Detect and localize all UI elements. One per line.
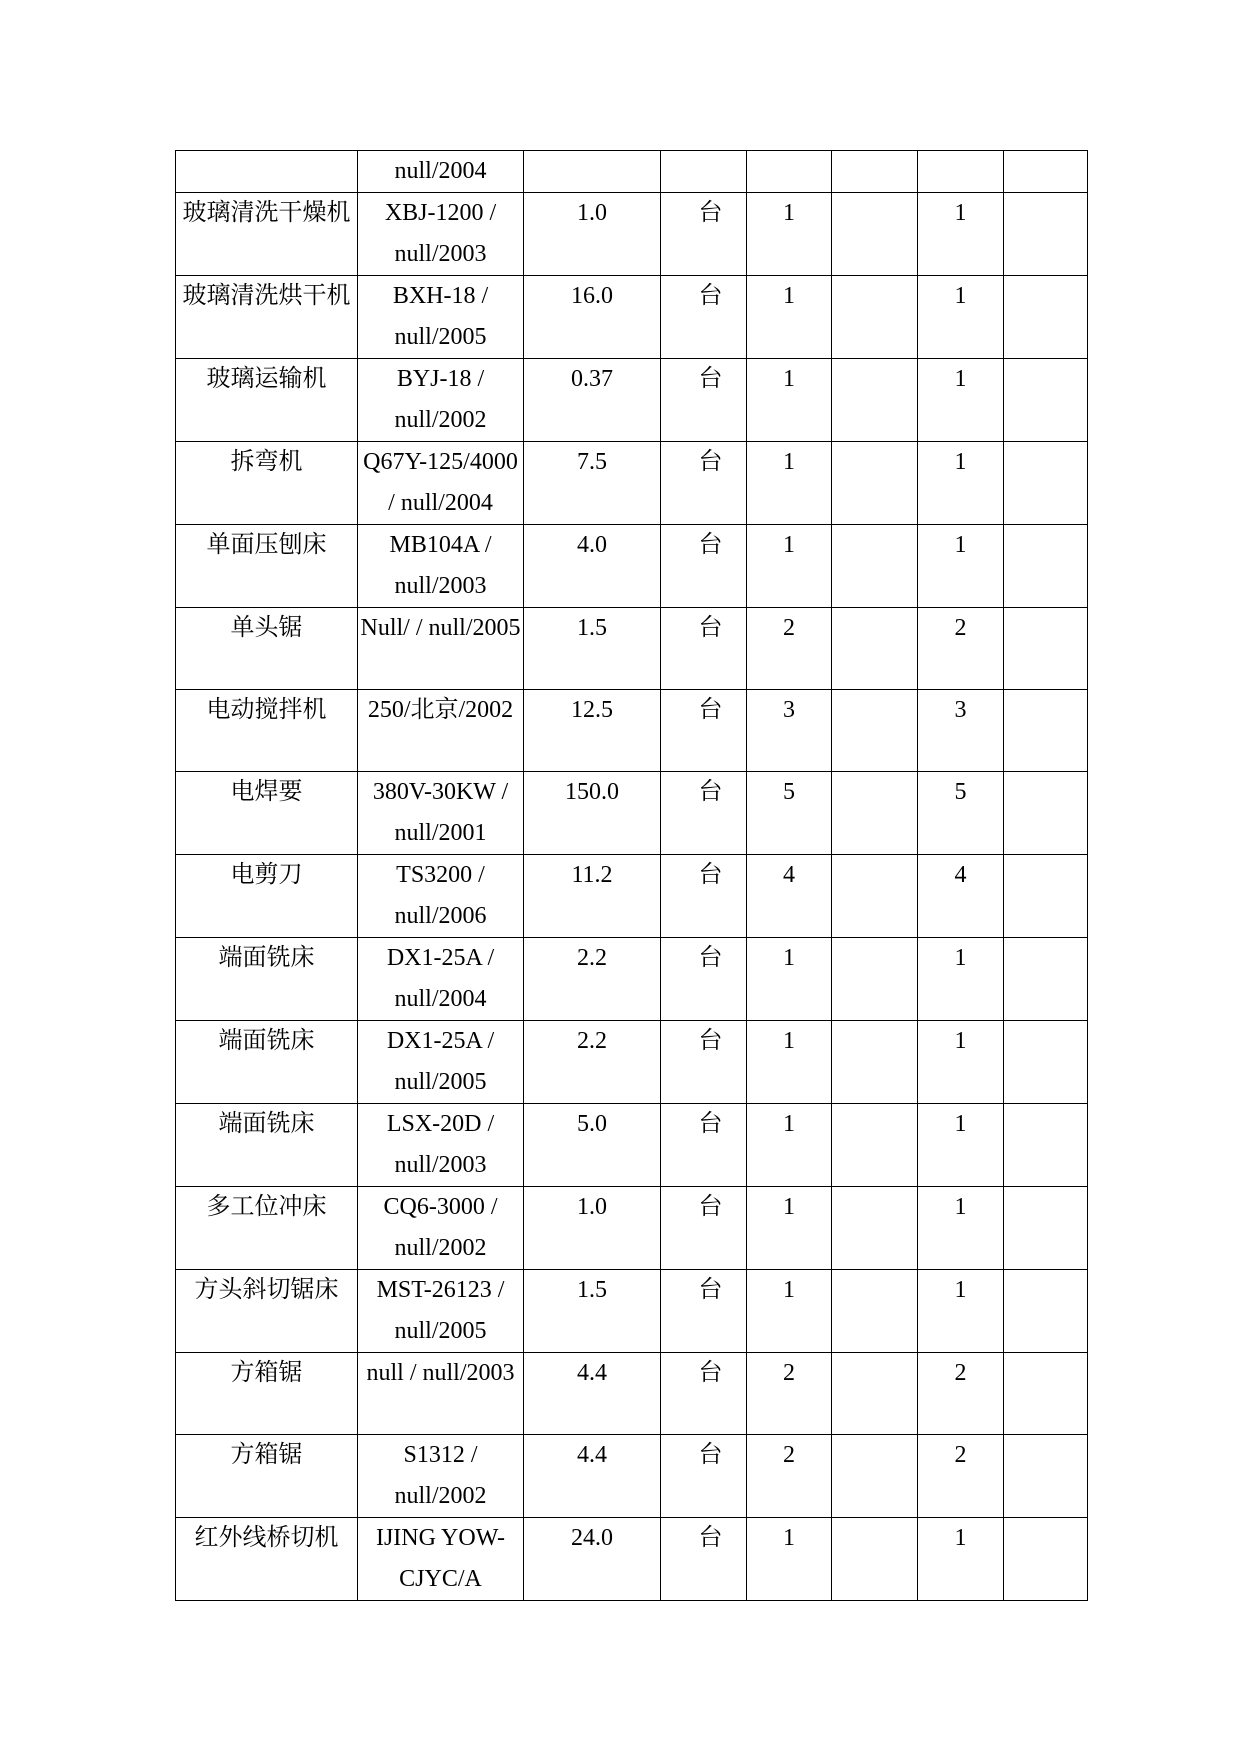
quantity-total-text: 1 [954, 1111, 967, 1137]
quantity-total-cell [918, 1021, 1004, 1104]
power-cell [524, 1353, 661, 1435]
empty-cell [1004, 1435, 1088, 1518]
unit-text: 台 [698, 1360, 723, 1386]
quantity-cell [747, 1187, 832, 1270]
model-cell [358, 1270, 524, 1353]
quantity-text: 1 [783, 200, 795, 226]
power-cell [524, 193, 661, 276]
power-text: 4.0 [577, 532, 607, 558]
model-text: XBJ-1200 / null/2003 [384, 200, 497, 267]
table-row [176, 442, 1088, 525]
equipment-name-cell [176, 525, 358, 608]
unit-text: 台 [698, 1442, 723, 1468]
quantity-text: 1 [783, 283, 795, 309]
equipment-name-text: 单头锯 [230, 615, 303, 641]
quantity-total-cell [918, 1518, 1004, 1601]
quantity-cell [747, 151, 832, 193]
unit-cell [661, 608, 747, 690]
quantity-cell [747, 276, 832, 359]
power-text: 11.2 [571, 862, 613, 888]
equipment-name-text: 玻璃清洗干燥机 [182, 200, 351, 226]
quantity-total-cell [918, 1104, 1004, 1187]
power-cell [524, 938, 661, 1021]
empty-cell [1004, 525, 1088, 608]
power-text: 1.5 [577, 615, 607, 641]
table-row [176, 1518, 1088, 1601]
power-text: 0.37 [571, 366, 613, 392]
power-text: 4.4 [577, 1442, 607, 1468]
quantity-text: 1 [783, 1194, 795, 1220]
quantity-cell [747, 442, 832, 525]
model-cell [358, 772, 524, 855]
quantity-total-cell [918, 442, 1004, 525]
model-cell [358, 855, 524, 938]
empty-cell [832, 276, 918, 359]
quantity-total-cell [918, 608, 1004, 690]
quantity-cell [747, 1435, 832, 1518]
quantity-text: 1 [783, 1277, 795, 1303]
table-row [176, 1104, 1088, 1187]
quantity-total-cell [918, 525, 1004, 608]
unit-cell [661, 938, 747, 1021]
equipment-name-cell [176, 855, 358, 938]
table-row [176, 1435, 1088, 1518]
empty-cell [832, 938, 918, 1021]
quantity-text: 1 [783, 449, 795, 475]
quantity-text: 1 [783, 532, 795, 558]
equipment-name-text: 端面铣床 [218, 1111, 315, 1137]
power-text: 2.2 [577, 1028, 607, 1054]
quantity-total-cell [918, 193, 1004, 276]
unit-text: 台 [698, 200, 723, 226]
quantity-cell [747, 1270, 832, 1353]
power-text: 5.0 [577, 1111, 607, 1137]
power-text: 1.0 [577, 1194, 607, 1220]
empty-cell [1004, 442, 1088, 525]
quantity-total-text: 5 [954, 779, 967, 805]
quantity-text: 1 [783, 1525, 795, 1551]
unit-text: 台 [698, 532, 723, 558]
quantity-cell [747, 690, 832, 772]
quantity-total-text: 1 [954, 200, 967, 226]
quantity-total-cell [918, 1187, 1004, 1270]
model-cell [358, 442, 524, 525]
equipment-name-cell [176, 1021, 358, 1104]
unit-text: 台 [698, 1111, 723, 1137]
power-cell [524, 525, 661, 608]
quantity-total-text: 1 [954, 449, 967, 475]
unit-cell [661, 442, 747, 525]
empty-cell [1004, 1270, 1088, 1353]
quantity-cell [747, 772, 832, 855]
equipment-name-text: 端面铣床 [218, 945, 315, 971]
quantity-cell [747, 359, 832, 442]
quantity-cell [747, 938, 832, 1021]
empty-cell [1004, 772, 1088, 855]
quantity-total-cell [918, 855, 1004, 938]
unit-cell [661, 1518, 747, 1601]
table-row [176, 151, 1088, 193]
table-row [176, 1187, 1088, 1270]
table-row [176, 608, 1088, 690]
empty-cell [1004, 359, 1088, 442]
equipment-table-body [176, 151, 1088, 1601]
empty-cell [1004, 276, 1088, 359]
model-text: DX1-25A / null/2004 [386, 945, 495, 1012]
quantity-total-cell [918, 690, 1004, 772]
model-text: 250/北京/2002 [367, 697, 514, 723]
unit-text: 台 [698, 697, 723, 723]
quantity-cell [747, 855, 832, 938]
unit-cell [661, 690, 747, 772]
power-text: 4.4 [577, 1360, 607, 1386]
power-cell [524, 276, 661, 359]
model-text: S1312 / null/2002 [394, 1442, 487, 1509]
equipment-name-text: 多工位冲床 [206, 1194, 327, 1220]
empty-cell [832, 151, 918, 193]
unit-text: 台 [698, 1525, 723, 1551]
model-text: IJING YOW-CJYC/A [375, 1525, 506, 1592]
empty-cell [832, 1021, 918, 1104]
equipment-name-text: 玻璃运输机 [206, 366, 327, 392]
model-text: MB104A / null/2003 [389, 532, 492, 599]
power-cell [524, 1518, 661, 1601]
unit-text: 台 [698, 366, 723, 392]
equipment-name-cell [176, 772, 358, 855]
quantity-total-text: 1 [954, 1525, 967, 1551]
quantity-total-text: 2 [954, 615, 967, 641]
model-text: BXH-18 / null/2005 [392, 283, 489, 350]
unit-cell [661, 276, 747, 359]
equipment-name-text: 方箱锯 [230, 1360, 303, 1386]
equipment-name-text: 电剪刀 [230, 862, 303, 888]
empty-cell [1004, 193, 1088, 276]
equipment-name-cell [176, 276, 358, 359]
power-cell [524, 608, 661, 690]
equipment-name-cell [176, 608, 358, 690]
power-text: 7.5 [577, 449, 607, 475]
quantity-total-cell [918, 151, 1004, 193]
empty-cell [832, 855, 918, 938]
equipment-name-cell [176, 1353, 358, 1435]
table-row [176, 276, 1088, 359]
model-cell [358, 1353, 524, 1435]
model-text: Q67Y-125/4000 / null/2004 [363, 449, 518, 516]
quantity-total-cell [918, 1270, 1004, 1353]
equipment-name-cell [176, 1435, 358, 1518]
unit-cell [661, 1353, 747, 1435]
unit-text: 台 [698, 1277, 723, 1303]
quantity-total-cell [918, 1435, 1004, 1518]
power-text: 2.2 [577, 945, 607, 971]
power-cell [524, 1187, 661, 1270]
empty-cell [832, 525, 918, 608]
unit-cell [661, 1104, 747, 1187]
model-text: CQ6-3000 / null/2002 [383, 1194, 498, 1261]
quantity-total-text: 1 [954, 1277, 967, 1303]
equipment-name-cell [176, 359, 358, 442]
quantity-cell [747, 193, 832, 276]
model-cell [358, 1021, 524, 1104]
power-cell [524, 1270, 661, 1353]
power-text: 1.0 [577, 200, 607, 226]
model-text: null / null/2003 [366, 1360, 515, 1386]
equipment-name-cell [176, 1270, 358, 1353]
empty-cell [1004, 855, 1088, 938]
quantity-cell [747, 1021, 832, 1104]
unit-text: 台 [698, 283, 723, 309]
unit-cell [661, 359, 747, 442]
table-row [176, 193, 1088, 276]
equipment-name-cell [176, 938, 358, 1021]
quantity-text: 1 [783, 945, 795, 971]
quantity-text: 5 [783, 779, 795, 805]
equipment-name-text: 玻璃清洗烘干机 [182, 283, 351, 309]
model-cell [358, 1104, 524, 1187]
model-text: MST-26123 / null/2005 [376, 1277, 505, 1344]
model-cell [358, 193, 524, 276]
equipment-name-text: 端面铣床 [218, 1028, 315, 1054]
quantity-total-text: 1 [954, 532, 967, 558]
unit-cell [661, 1021, 747, 1104]
quantity-total-text: 1 [954, 283, 967, 309]
model-cell [358, 1518, 524, 1601]
equipment-name-cell [176, 151, 358, 193]
unit-text: 台 [698, 1028, 723, 1054]
empty-cell [832, 1435, 918, 1518]
unit-cell [661, 1435, 747, 1518]
model-cell [358, 608, 524, 690]
model-cell [358, 359, 524, 442]
model-cell [358, 276, 524, 359]
quantity-total-cell [918, 359, 1004, 442]
empty-cell [832, 442, 918, 525]
equipment-name-text: 电动搅拌机 [206, 697, 327, 723]
table-row [176, 855, 1088, 938]
power-cell [524, 442, 661, 525]
unit-text: 台 [698, 1194, 723, 1220]
table-row [176, 1353, 1088, 1435]
equipment-name-text: 方头斜切锯床 [194, 1277, 339, 1303]
quantity-total-text: 1 [954, 945, 967, 971]
unit-text: 台 [698, 615, 723, 641]
equipment-name-text: 拆弯机 [230, 449, 303, 475]
quantity-text: 2 [783, 1360, 795, 1386]
unit-text: 台 [698, 862, 723, 888]
equipment-name-text: 红外线桥切机 [194, 1525, 339, 1551]
equipment-table [175, 150, 1088, 1601]
quantity-total-text: 1 [954, 1028, 967, 1054]
empty-cell [832, 1187, 918, 1270]
model-text: DX1-25A / null/2005 [386, 1028, 495, 1095]
power-text: 150.0 [565, 779, 619, 805]
unit-cell [661, 193, 747, 276]
model-text: 380V-30KW / null/2001 [372, 779, 509, 846]
power-text: 16.0 [571, 283, 613, 309]
equipment-name-text: 单面压刨床 [206, 532, 327, 558]
empty-cell [832, 193, 918, 276]
equipment-name-cell [176, 690, 358, 772]
table-row [176, 1270, 1088, 1353]
power-text: 12.5 [571, 697, 613, 723]
quantity-total-cell [918, 1353, 1004, 1435]
empty-cell [1004, 690, 1088, 772]
model-text: null/2004 [394, 158, 487, 184]
unit-cell [661, 525, 747, 608]
unit-cell [661, 855, 747, 938]
unit-text: 台 [698, 449, 723, 475]
equipment-name-text: 方箱锯 [230, 1442, 303, 1468]
model-text: TS3200 / null/2006 [394, 862, 487, 929]
quantity-text: 1 [783, 1111, 795, 1137]
quantity-total-cell [918, 276, 1004, 359]
unit-text: 台 [698, 945, 723, 971]
empty-cell [1004, 1518, 1088, 1601]
power-text: 1.5 [577, 1277, 607, 1303]
model-cell [358, 1187, 524, 1270]
quantity-cell [747, 1518, 832, 1601]
power-cell [524, 772, 661, 855]
empty-cell [1004, 938, 1088, 1021]
empty-cell [832, 1353, 918, 1435]
empty-cell [1004, 608, 1088, 690]
table-row [176, 359, 1088, 442]
model-cell [358, 1435, 524, 1518]
power-text: 24.0 [571, 1525, 613, 1551]
empty-cell [1004, 1187, 1088, 1270]
empty-cell [1004, 151, 1088, 193]
model-cell [358, 938, 524, 1021]
quantity-cell [747, 1104, 832, 1187]
quantity-text: 1 [783, 366, 795, 392]
empty-cell [832, 690, 918, 772]
equipment-name-text: 电焊要 [230, 779, 303, 805]
power-cell [524, 1104, 661, 1187]
unit-cell [661, 1187, 747, 1270]
power-cell [524, 690, 661, 772]
unit-cell [661, 772, 747, 855]
empty-cell [832, 1518, 918, 1601]
power-cell [524, 1435, 661, 1518]
empty-cell [832, 608, 918, 690]
table-row [176, 772, 1088, 855]
quantity-total-text: 2 [954, 1442, 967, 1468]
empty-cell [832, 1270, 918, 1353]
model-text: BYJ-18 / null/2002 [394, 366, 487, 433]
unit-cell [661, 151, 747, 193]
empty-cell [1004, 1021, 1088, 1104]
quantity-text: 3 [783, 697, 795, 723]
model-cell [358, 525, 524, 608]
quantity-total-cell [918, 772, 1004, 855]
table-row [176, 1021, 1088, 1104]
empty-cell [1004, 1353, 1088, 1435]
quantity-total-text: 1 [954, 1194, 967, 1220]
model-cell [358, 690, 524, 772]
table-row [176, 525, 1088, 608]
power-cell [524, 359, 661, 442]
equipment-name-cell [176, 1518, 358, 1601]
quantity-total-text: 2 [954, 1360, 967, 1386]
quantity-total-cell [918, 938, 1004, 1021]
model-cell [358, 151, 524, 193]
quantity-total-text: 4 [954, 862, 967, 888]
quantity-cell [747, 1353, 832, 1435]
quantity-cell [747, 525, 832, 608]
quantity-cell [747, 608, 832, 690]
model-text: Null/ / null/2005 [360, 615, 521, 641]
equipment-name-cell [176, 1104, 358, 1187]
quantity-total-text: 1 [954, 366, 967, 392]
equipment-name-cell [176, 442, 358, 525]
power-cell [524, 1021, 661, 1104]
unit-text: 台 [698, 779, 723, 805]
quantity-text: 1 [783, 1028, 795, 1054]
unit-cell [661, 1270, 747, 1353]
model-text: LSX-20D / null/2003 [386, 1111, 495, 1178]
equipment-name-cell [176, 1187, 358, 1270]
power-cell [524, 151, 661, 193]
table-row [176, 690, 1088, 772]
quantity-total-text: 3 [954, 697, 967, 723]
empty-cell [832, 772, 918, 855]
quantity-text: 2 [783, 615, 795, 641]
equipment-name-cell [176, 193, 358, 276]
quantity-text: 4 [783, 862, 795, 888]
empty-cell [832, 1104, 918, 1187]
table-row [176, 938, 1088, 1021]
empty-cell [1004, 1104, 1088, 1187]
quantity-text: 2 [783, 1442, 795, 1468]
power-cell [524, 855, 661, 938]
empty-cell [832, 359, 918, 442]
